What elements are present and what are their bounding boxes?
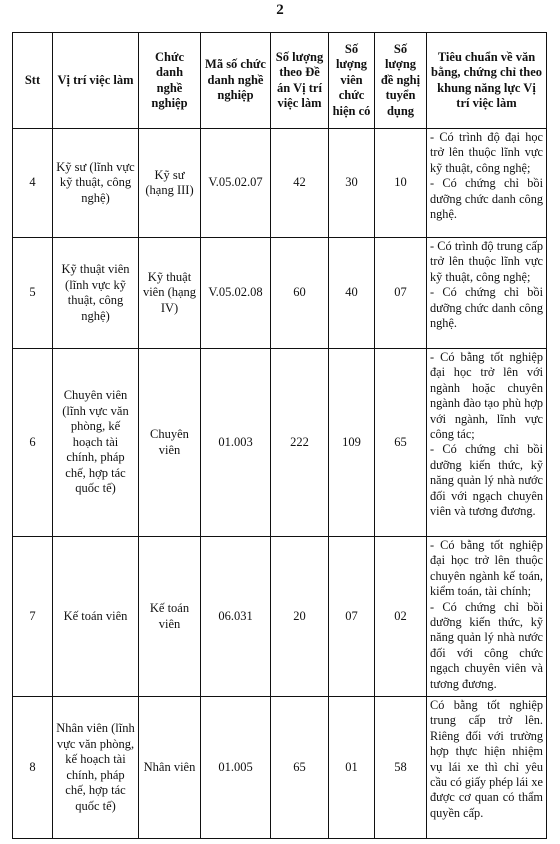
table-row: [13, 238, 547, 349]
cell-stt: 4: [13, 129, 53, 238]
criteria-line: - Có bằng tốt nghiệp đại học trở lên thuộc chuyên ngành kế toán, kiểm toán, tài chính;: [430, 538, 543, 599]
criteria-line: - Có trình độ trung cấp trở lên thuộc lĩnh vực kỹ thuật, công nghệ;: [430, 239, 543, 284]
recruitment-table: [12, 32, 547, 839]
cell-stt: 8: [13, 697, 53, 839]
criteria-line: - Có trình độ đại học trở lên thuộc lĩnh vực kỹ thuật, công nghệ;: [430, 130, 543, 175]
cell-title: Kỹ thuật viên (hạng IV): [139, 238, 201, 349]
cell-position: Kỹ sư (lĩnh vực kỹ thuật, công nghệ): [53, 129, 139, 238]
cell-title: Nhân viên: [139, 697, 201, 839]
cell-criteria: [427, 349, 547, 537]
header-proposed: Số lượng đề nghị tuyển dụng: [375, 33, 427, 129]
cell-criteria: [427, 238, 547, 349]
cell-stt: 7: [13, 537, 53, 697]
criteria-line: - Có chứng chỉ bồi dưỡng chức danh công nghệ.: [430, 285, 543, 331]
cell-current: 07: [329, 537, 375, 697]
cell-position: Kỹ thuật viên (lĩnh vực kỹ thuật, công nghệ): [53, 238, 139, 349]
cell-planned: 20: [271, 537, 329, 697]
cell-current: 01: [329, 697, 375, 839]
criteria-line: - Có bằng tốt nghiệp đại học trở lên với ngành hoặc chuyên ngành đào tạo phù hợp với ngành, lĩnh vực công tác;: [430, 350, 543, 442]
cell-code: 06.031: [201, 537, 271, 697]
table-row: [13, 349, 547, 537]
cell-proposed: 07: [375, 238, 427, 349]
header-current: Số lượng viên chức hiện có: [329, 33, 375, 129]
cell-planned: 60: [271, 238, 329, 349]
cell-planned: 42: [271, 129, 329, 238]
cell-current: 30: [329, 129, 375, 238]
table-row: [13, 129, 547, 238]
cell-stt: 6: [13, 349, 53, 537]
cell-proposed: 58: [375, 697, 427, 839]
cell-position: Nhân viên (lĩnh vực văn phòng, kế hoạch tài chính, pháp chế, hợp tác quốc tế): [53, 697, 139, 839]
criteria-line: - Có chứng chỉ bồi dưỡng kiến thức, kỹ năng quản lý nhà nước đối với ngạch chuyên viên và tương đương.: [430, 442, 543, 519]
cell-position: Kế toán viên: [53, 537, 139, 697]
cell-current: 40: [329, 238, 375, 349]
cell-proposed: 02: [375, 537, 427, 697]
cell-current: 109: [329, 349, 375, 537]
cell-planned: 222: [271, 349, 329, 537]
cell-title: Kỹ sư (hạng III): [139, 129, 201, 238]
cell-planned: 65: [271, 697, 329, 839]
cell-criteria: [427, 129, 547, 238]
cell-stt: 5: [13, 238, 53, 349]
page-number: 2: [276, 2, 284, 18]
header-title: Chức danh nghề nghiệp: [139, 33, 201, 129]
table-row: [13, 537, 547, 697]
table-row: [13, 697, 547, 839]
criteria-line: Có bằng tốt nghiệp trung cấp trở lên. Riêng đối với trường hợp thực hiện nhiệm vụ lái xe thì chỉ yêu cầu có giấy phép lái xe được cơ quan có thẩm quyền cấp.: [430, 698, 544, 820]
cell-position: Chuyên viên (lĩnh vực văn phòng, kế hoạch tài chính, pháp chế, hợp tác quốc tế): [53, 349, 139, 537]
cell-criteria: [427, 697, 547, 839]
header-position: Vị trí việc làm: [53, 33, 139, 129]
table-header-row: [13, 33, 547, 129]
cell-title: Kế toán viên: [139, 537, 201, 697]
cell-proposed: 65: [375, 349, 427, 537]
cell-title: Chuyên viên: [139, 349, 201, 537]
header-planned: Số lượng theo Đề án Vị trí việc làm: [271, 33, 329, 129]
cell-criteria: [427, 537, 547, 697]
cell-proposed: 10: [375, 129, 427, 238]
cell-code: 01.005: [201, 697, 271, 839]
header-criteria: Tiêu chuẩn về văn bằng, chứng chỉ theo khung năng lực Vị trí việc làm: [427, 33, 547, 129]
cell-code: V.05.02.07: [201, 129, 271, 238]
header-code: Mã số chức danh nghề nghiệp: [201, 33, 271, 129]
cell-code: 01.003: [201, 349, 271, 537]
criteria-line: - Có chứng chỉ bồi dưỡng chức danh công nghệ.: [430, 176, 543, 222]
criteria-line: - Có chứng chỉ bồi dưỡng kiến thức, kỹ năng quản lý nhà nước đối với công chức ngạch chuyên viên và tương đương.: [430, 599, 543, 691]
header-stt: Stt: [13, 33, 53, 129]
cell-code: V.05.02.08: [201, 238, 271, 349]
